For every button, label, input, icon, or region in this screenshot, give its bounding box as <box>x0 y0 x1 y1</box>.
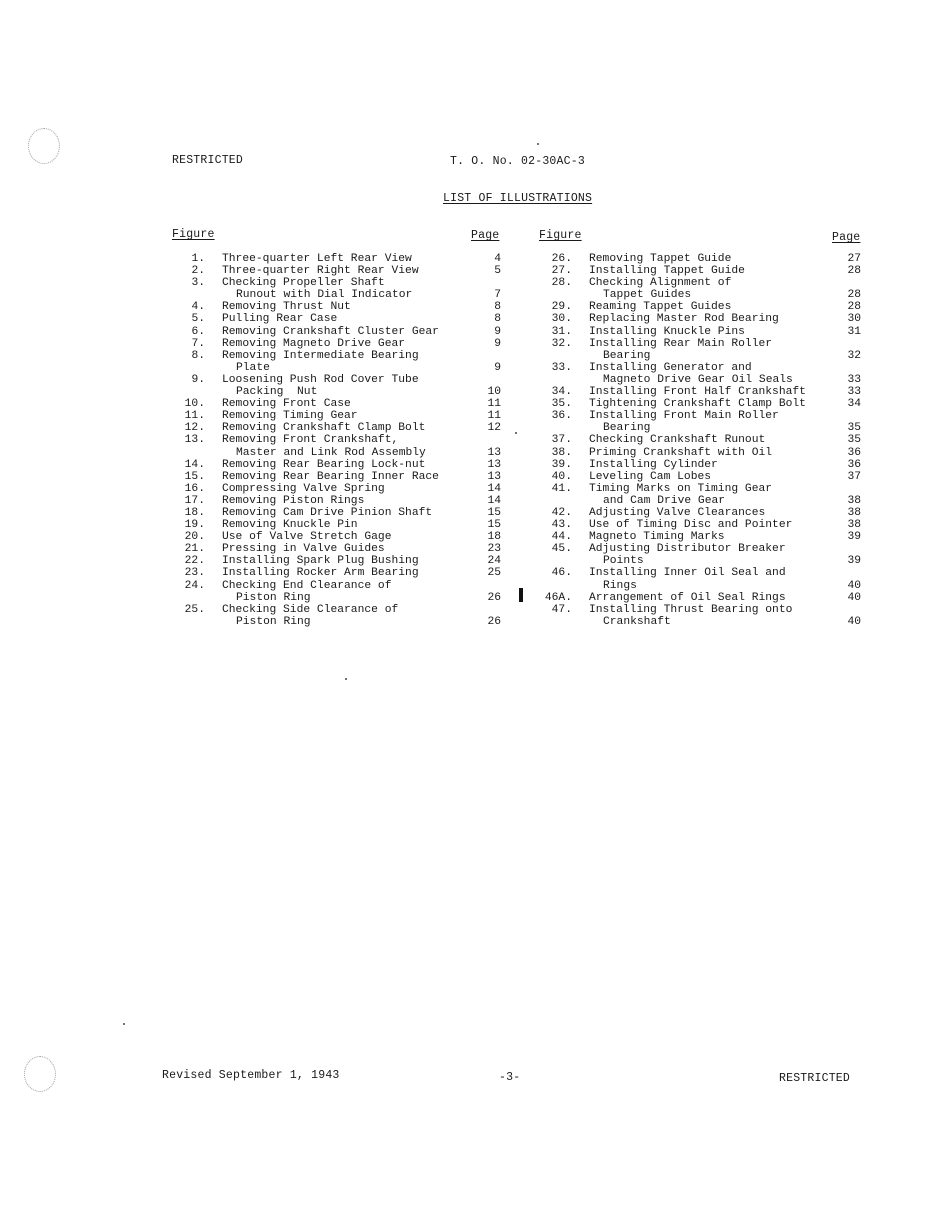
page-number: -3- <box>499 1071 521 1084</box>
page-ref: 39 <box>847 531 861 544</box>
page-ref: 18 <box>487 531 501 544</box>
figure-title: Installing Generator and <box>589 361 752 374</box>
figure-title: Runout with Dial Indicator <box>236 289 413 302</box>
figure-title: Removing Front Case <box>222 398 351 411</box>
list-item <box>160 604 505 616</box>
list-item <box>530 507 865 519</box>
figure-title: Removing Rear Bearing Lock-nut <box>222 458 426 471</box>
page-ref: 15 <box>487 519 501 532</box>
figure-title: Installing Tappet Guide <box>589 265 745 278</box>
list-item <box>530 301 865 313</box>
figure-number: 2. <box>191 265 205 278</box>
list-item <box>160 386 505 398</box>
list-item <box>160 289 505 301</box>
figure-number: 40. <box>551 470 572 483</box>
figure-number: 12. <box>184 422 205 435</box>
list-item <box>530 543 865 555</box>
figure-number: 36. <box>551 410 572 423</box>
figure-title: Removing Thrust Nut <box>222 301 351 314</box>
list-item <box>160 338 505 350</box>
list-item <box>160 350 505 362</box>
page-ref: 40 <box>847 615 861 628</box>
figure-title: Loosening Push Rod Cover Tube <box>222 373 419 386</box>
figure-title: Removing Timing Gear <box>222 410 358 423</box>
figure-title: Checking Side Clearance of <box>222 603 399 616</box>
figure-title: Crankshaft <box>603 615 671 628</box>
figure-number: 28. <box>551 277 572 290</box>
page-ref: 33 <box>847 386 861 399</box>
list-item <box>530 471 865 483</box>
figure-number: 9. <box>191 373 205 386</box>
list-item <box>530 580 865 592</box>
page-ref: 31 <box>847 325 861 338</box>
punch-hole-top <box>28 128 60 164</box>
page-ref: 13 <box>487 458 501 471</box>
list-item <box>160 483 505 495</box>
figure-number: 45. <box>551 543 572 556</box>
figure-title: Installing Rear Main Roller <box>589 337 773 350</box>
figure-title: Removing Intermediate Bearing <box>222 349 419 362</box>
speck <box>345 678 347 680</box>
page-title: LIST OF ILLUSTRATIONS <box>443 192 593 205</box>
figure-title: Use of Timing Disc and Pointer <box>589 519 793 532</box>
list-item <box>530 447 865 459</box>
figure-number: 41. <box>551 482 572 495</box>
speck <box>123 1023 125 1025</box>
figure-heading-left: Figure <box>172 228 215 241</box>
page-ref: 27 <box>847 253 861 265</box>
page-ref: 39 <box>847 555 861 568</box>
page-ref: 38 <box>847 519 861 532</box>
list-item <box>530 616 865 628</box>
list-item <box>530 567 865 579</box>
list-item <box>160 398 505 410</box>
figure-number: 13. <box>184 434 205 447</box>
page-ref: 11 <box>487 398 501 411</box>
list-item <box>530 434 865 446</box>
document-number: T. O. No. 02-30AC-3 <box>450 155 585 168</box>
page-ref: 24 <box>487 555 501 568</box>
speck <box>537 143 539 145</box>
figure-title: Three-quarter Left Rear View <box>222 253 412 265</box>
classification-footer: RESTRICTED <box>779 1072 851 1085</box>
list-item <box>530 483 865 495</box>
figure-title: Magneto Timing Marks <box>589 531 725 544</box>
page-heading-right: Page <box>832 231 861 244</box>
page-ref: 13 <box>487 470 501 483</box>
figure-title: Installing Knuckle Pins <box>589 325 745 338</box>
list-item <box>530 265 865 277</box>
list-item <box>530 459 865 471</box>
figure-number: 30. <box>551 313 572 326</box>
list-item <box>160 592 505 604</box>
list-item <box>530 555 865 567</box>
page-ref: 9 <box>494 325 501 338</box>
revision-change-bar <box>519 588 523 602</box>
illustrations-list-left <box>160 253 505 628</box>
figure-title: Installing Thrust Bearing onto <box>589 603 793 616</box>
figure-title: Checking Alignment of <box>589 277 732 290</box>
figure-number: 5. <box>191 313 205 326</box>
list-item <box>530 277 865 289</box>
page-ref: 36 <box>847 458 861 471</box>
figure-title: Installing Spark Plug Bushing <box>222 555 419 568</box>
figure-number: 21. <box>184 543 205 556</box>
page-ref: 38 <box>847 494 861 507</box>
page-ref: 40 <box>847 591 861 604</box>
figure-number: 38. <box>551 446 572 459</box>
page-ref: 5 <box>494 265 501 278</box>
list-item <box>530 531 865 543</box>
list-item <box>530 422 865 434</box>
figure-number: 15. <box>184 470 205 483</box>
list-item <box>160 447 505 459</box>
page-ref: 13 <box>487 446 501 459</box>
page-ref: 30 <box>847 313 861 326</box>
figure-title: Installing Cylinder <box>589 458 718 471</box>
list-item <box>160 422 505 434</box>
figure-title: Removing Knuckle Pin <box>222 519 358 532</box>
figure-number: 8. <box>191 349 205 362</box>
figure-number: 11. <box>184 410 205 423</box>
figure-number: 1. <box>191 253 205 265</box>
page-ref: 14 <box>487 494 501 507</box>
list-item <box>160 313 505 325</box>
list-item <box>530 604 865 616</box>
list-item <box>530 410 865 422</box>
page-ref: 28 <box>847 301 861 314</box>
figure-title: Installing Front Half Crankshaft <box>589 386 806 399</box>
figure-title: Piston Ring <box>236 591 311 604</box>
figure-title: Removing Crankshaft Clamp Bolt <box>222 422 426 435</box>
page-ref: 40 <box>847 579 861 592</box>
figure-number: 35. <box>551 398 572 411</box>
figure-number: 17. <box>184 494 205 507</box>
list-item <box>530 289 865 301</box>
figure-title: Removing Tappet Guide <box>589 253 732 265</box>
figure-title: Bearing <box>603 349 651 362</box>
revision-date: Revised September 1, 1943 <box>162 1069 340 1082</box>
list-item <box>160 580 505 592</box>
page-ref: 15 <box>487 506 501 519</box>
figure-number: 46A. <box>544 591 572 604</box>
figure-title: Rings <box>603 579 637 592</box>
figure-number: 20. <box>184 531 205 544</box>
page-ref: 25 <box>487 567 501 580</box>
figure-title: Priming Crankshaft with Oil <box>589 446 773 459</box>
figure-title: Removing Rear Bearing Inner Race <box>222 470 439 483</box>
list-item <box>160 495 505 507</box>
list-item <box>160 362 505 374</box>
page-heading-left: Page <box>471 229 500 242</box>
list-item <box>530 398 865 410</box>
figure-title: Installing Inner Oil Seal and <box>589 567 786 580</box>
list-item <box>160 507 505 519</box>
page-ref: 37 <box>847 470 861 483</box>
figure-number: 42. <box>551 506 572 519</box>
list-item <box>530 495 865 507</box>
figure-number: 39. <box>551 458 572 471</box>
page-ref: 34 <box>847 398 861 411</box>
figure-number: 37. <box>551 434 572 447</box>
page-ref: 36 <box>847 446 861 459</box>
figure-title: Checking End Clearance of <box>222 579 392 592</box>
figure-number: 22. <box>184 555 205 568</box>
figure-title: Checking Crankshaft Runout <box>589 434 766 447</box>
page-ref: 8 <box>494 313 501 326</box>
figure-number: 16. <box>184 482 205 495</box>
page-ref: 11 <box>487 410 501 423</box>
figure-number: 44. <box>551 531 572 544</box>
figure-title: Leveling Cam Lobes <box>589 470 712 483</box>
list-item <box>160 301 505 313</box>
figure-heading-right: Figure <box>539 229 582 242</box>
figure-title: Tappet Guides <box>603 289 692 302</box>
figure-number: 4. <box>191 301 205 314</box>
list-item <box>160 459 505 471</box>
figure-number: 34. <box>551 386 572 399</box>
figure-number: 7. <box>191 337 205 350</box>
page-ref: 28 <box>847 289 861 302</box>
list-item <box>160 519 505 531</box>
figure-number: 33. <box>551 361 572 374</box>
figure-title: Adjusting Distributor Breaker <box>589 543 786 556</box>
list-item <box>160 265 505 277</box>
figure-title: Packing Nut <box>236 386 318 399</box>
figure-title: Pressing in Valve Guides <box>222 543 385 556</box>
page-ref: 38 <box>847 506 861 519</box>
figure-number: 14. <box>184 458 205 471</box>
list-item <box>160 374 505 386</box>
figure-title: Replacing Master Rod Bearing <box>589 313 779 326</box>
speck <box>515 432 517 434</box>
figure-title: Pulling Rear Case <box>222 313 338 326</box>
figure-title: Removing Piston Rings <box>222 494 365 507</box>
figure-number: 24. <box>184 579 205 592</box>
page-ref: 12 <box>487 422 501 435</box>
list-item <box>530 519 865 531</box>
page-ref: 33 <box>847 373 861 386</box>
page-ref: 9 <box>494 337 501 350</box>
list-item <box>160 616 505 628</box>
list-item <box>160 434 505 446</box>
list-item <box>530 350 865 362</box>
list-item <box>530 374 865 386</box>
figure-title: Installing Front Main Roller <box>589 410 779 423</box>
figure-number: 18. <box>184 506 205 519</box>
figure-title: Removing Crankshaft Cluster Gear <box>222 325 439 338</box>
figure-title: Adjusting Valve Clearances <box>589 506 766 519</box>
page-ref: 26 <box>487 615 501 628</box>
list-item <box>160 410 505 422</box>
list-item <box>530 592 865 604</box>
figure-number: 25. <box>184 603 205 616</box>
list-item <box>530 326 865 338</box>
page-ref: 35 <box>847 422 861 435</box>
figure-title: Installing Rocker Arm Bearing <box>222 567 419 580</box>
figure-title: Checking Propeller Shaft <box>222 277 385 290</box>
figure-title: Timing Marks on Timing Gear <box>589 482 773 495</box>
figure-number: 19. <box>184 519 205 532</box>
figure-title: Tightening Crankshaft Clamp Bolt <box>589 398 806 411</box>
list-item <box>530 386 865 398</box>
figure-number: 29. <box>551 301 572 314</box>
page-ref: 35 <box>847 434 861 447</box>
figure-number: 3. <box>191 277 205 290</box>
page-ref: 26 <box>487 591 501 604</box>
figure-title: Piston Ring <box>236 615 311 628</box>
page-ref: 8 <box>494 301 501 314</box>
list-item <box>160 555 505 567</box>
figure-number: 47. <box>551 603 572 616</box>
figure-title: Compressing Valve Spring <box>222 482 385 495</box>
figure-number: 31. <box>551 325 572 338</box>
figure-title: Removing Magneto Drive Gear <box>222 337 406 350</box>
figure-title: and Cam Drive Gear <box>603 494 726 507</box>
figure-title: Three-quarter Right Rear View <box>222 265 419 278</box>
page-ref: 7 <box>494 289 501 302</box>
figure-title: Removing Cam Drive Pinion Shaft <box>222 506 433 519</box>
figure-number: 6. <box>191 325 205 338</box>
list-item <box>160 277 505 289</box>
figure-title: Arrangement of Oil Seal Rings <box>589 591 786 604</box>
list-item <box>160 326 505 338</box>
figure-number: 26. <box>551 253 572 265</box>
punch-hole-bottom <box>24 1056 56 1092</box>
figure-number: 27. <box>551 265 572 278</box>
list-item <box>160 253 505 265</box>
figure-number: 46. <box>551 567 572 580</box>
page-ref: 9 <box>494 361 501 374</box>
list-item <box>160 471 505 483</box>
page-ref: 28 <box>847 265 861 278</box>
page-ref: 14 <box>487 482 501 495</box>
figure-number: 23. <box>184 567 205 580</box>
figure-title: Use of Valve Stretch Gage <box>222 531 392 544</box>
figure-number: 10. <box>184 398 205 411</box>
list-item <box>530 253 865 265</box>
figure-title: Magneto Drive Gear Oil Seals <box>603 373 793 386</box>
list-item <box>160 543 505 555</box>
figure-title: Plate <box>236 361 270 374</box>
page-ref: 10 <box>487 386 501 399</box>
figure-number: 43. <box>551 519 572 532</box>
classification-header: RESTRICTED <box>172 154 244 167</box>
figure-title: Reaming Tappet Guides <box>589 301 732 314</box>
figure-title: Points <box>603 555 644 568</box>
list-item <box>160 567 505 579</box>
figure-number: 32. <box>551 337 572 350</box>
illustrations-list-right <box>530 253 865 628</box>
page-ref: 32 <box>847 349 861 362</box>
list-item <box>530 362 865 374</box>
page-ref: 23 <box>487 543 501 556</box>
figure-title: Removing Front Crankshaft, <box>222 434 399 447</box>
page-ref: 4 <box>494 253 501 265</box>
figure-title: Bearing <box>603 422 651 435</box>
list-item <box>530 313 865 325</box>
list-item <box>160 531 505 543</box>
figure-title: Master and Link Rod Assembly <box>236 446 426 459</box>
list-item <box>530 338 865 350</box>
